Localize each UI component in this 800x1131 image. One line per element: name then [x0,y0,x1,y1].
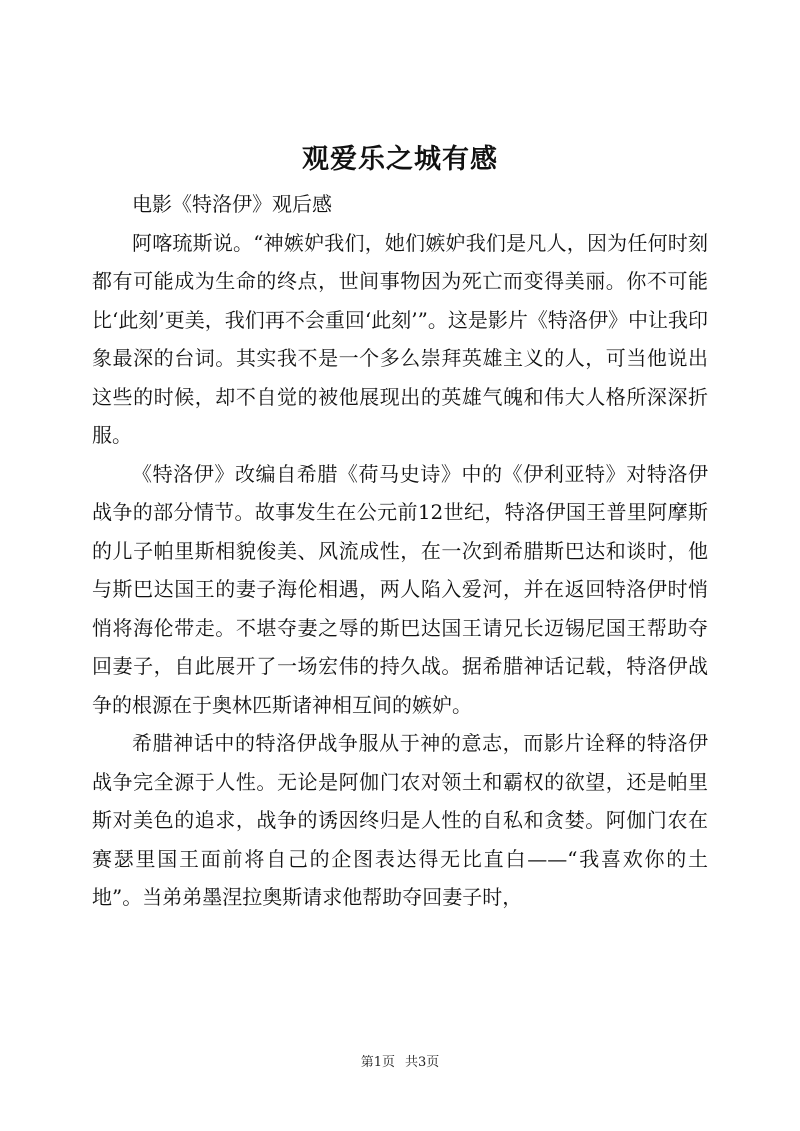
body-paragraph-3: 希腊神话中的特洛伊战争服从于神的意志，而影片诠释的特洛伊战争完全源于人性。无论是阿伽门农对领土和霸权的欲望，还是帕里斯对美色的追求，战争的诱因终归是人性的自私和贪婪。阿伽门农在赛瑟里国王面前将自己的企图表达得无比直白——“我喜欢你的土地”。当弟弟墨涅拉奥斯请求他帮助夺回妻子时， [92,731,708,909]
document-body [92,185,708,917]
body-paragraph-1: 阿喀琉斯说。“神嫉妒我们，她们嫉妒我们是凡人，因为任何时刻都有可能成为生命的终点，世间事物因为死亡而变得美丽。你不可能比‘此刻’更美，我们再不会重回‘此刻’”。这是影片《特洛伊》中让我印象最深的台词。其实我不是一个多么崇拜英雄主义的人，可当他说出这些的时候，却不自觉的被他展现出的英雄气魄和伟大人格所深深折服。 [92,230,708,447]
document-title: 观爱乐之城有感 [302,144,498,175]
subtitle-paragraph: 电影《特洛伊》观后感 [132,192,332,216]
page-footer [0,1053,800,1073]
body-paragraph-2: 《特洛伊》改编自希腊《荷马史诗》中的《伊利亚特》对特洛伊战争的部分情节。故事发生在公元前12世纪，特洛伊国王普里阿摩斯的儿子帕里斯相貌俊美、风流成性，在一次到希腊斯巴达和谈时，他与斯巴达国王的妻子海伦相遇，两人陷入爱河，并在返回特洛伊时悄悄将海伦带走。不堪夺妻之辱的斯巴达国王请兄长迈锡尼国王帮助夺回妻子，自此展开了一场宏伟的持久战。据希腊神话记载，特洛伊战争的根源在于奥林匹斯诸神相互间的嫉妒。 [92,461,708,717]
page-total: 共3页 [405,1055,440,1070]
page-number: 第1页 [360,1055,395,1070]
